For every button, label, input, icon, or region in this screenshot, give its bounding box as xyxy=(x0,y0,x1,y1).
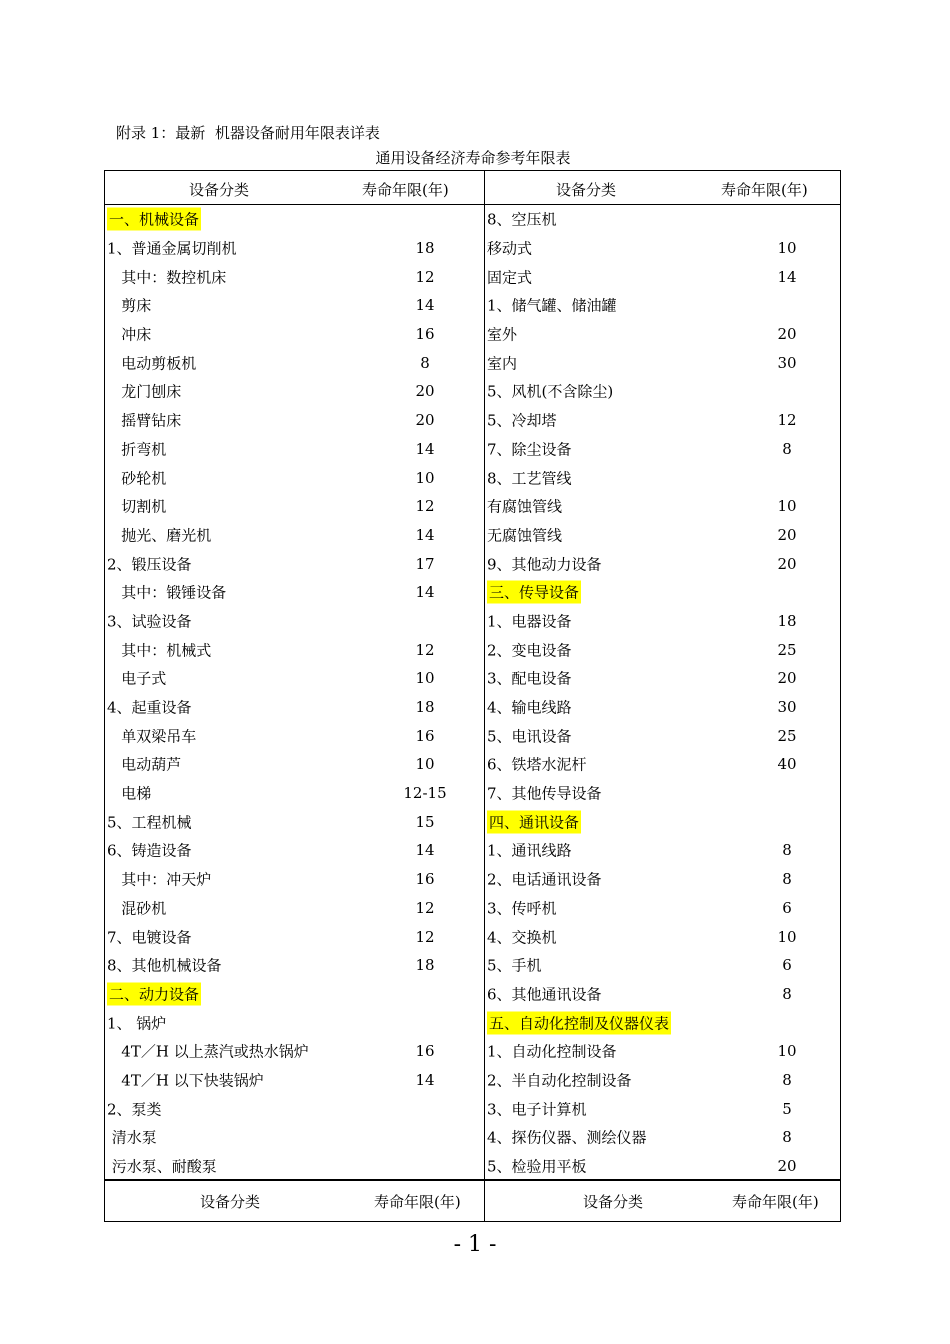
row-label: 龙门刨床 xyxy=(107,382,182,401)
row-label: 2、半自动化控制设备 xyxy=(487,1071,632,1090)
table-row xyxy=(105,836,484,865)
table-row xyxy=(485,320,841,349)
row-label: 清水泵 xyxy=(107,1128,157,1147)
row-label: 单双梁吊车 xyxy=(107,727,197,746)
table-row xyxy=(105,578,484,607)
table-row xyxy=(105,262,484,291)
table-row xyxy=(485,664,841,693)
table-row xyxy=(105,693,484,722)
row-life-value: 14 xyxy=(415,841,435,860)
row-label: 5、风机(不含除尘) xyxy=(487,382,614,401)
life-table xyxy=(104,170,841,1222)
table-row xyxy=(485,578,841,607)
table-row xyxy=(485,262,841,291)
footer-right-category: 设备分类 xyxy=(583,1193,644,1211)
table-row xyxy=(485,894,841,923)
table-row xyxy=(485,980,841,1009)
row-label: 2、变电设备 xyxy=(487,641,572,660)
row-label: 5、工程机械 xyxy=(107,813,192,832)
row-label: 4T／H 以下快装锅炉 xyxy=(107,1071,264,1090)
row-life-value: 14 xyxy=(415,296,435,315)
row-label: 电梯 xyxy=(107,784,152,803)
row-life-value: 12 xyxy=(415,927,435,946)
row-life-value: 20 xyxy=(777,525,797,544)
row-life-value: 12 xyxy=(415,497,435,516)
row-label: 1、 锅炉 xyxy=(107,1014,167,1033)
row-label: 有腐蚀管线 xyxy=(487,497,563,516)
table-row xyxy=(105,435,484,464)
row-life-value: 14 xyxy=(415,1070,435,1089)
table-row xyxy=(485,1094,841,1123)
row-label: 移动式 xyxy=(487,239,533,258)
row-label: 7、除尘设备 xyxy=(487,440,572,459)
row-life-value: 30 xyxy=(777,353,797,372)
row-life-value: 10 xyxy=(415,669,435,688)
row-life-value: 12 xyxy=(415,267,435,286)
row-life-value: 12 xyxy=(415,898,435,917)
table-row xyxy=(105,750,484,779)
document-heading: 附录 1：最新 机器设备耐用年限表详表 xyxy=(116,124,380,142)
row-life-value: 8 xyxy=(782,1070,792,1089)
row-life-value: 5 xyxy=(782,1099,792,1118)
page-number: - 1 - xyxy=(453,1232,497,1257)
header-left-category: 设备分类 xyxy=(189,181,250,199)
table-row xyxy=(105,635,484,664)
table-row xyxy=(485,435,841,464)
row-label: 2、锻压设备 xyxy=(107,555,192,574)
section-heading: 三、传导设备 xyxy=(487,581,581,604)
table-row xyxy=(105,377,484,406)
row-label: 污水泵、耐酸泵 xyxy=(107,1157,217,1176)
row-label: 切割机 xyxy=(107,497,167,516)
header-right-category: 设备分类 xyxy=(556,181,617,199)
row-label: 3、传呼机 xyxy=(487,899,557,918)
row-life-value: 10 xyxy=(777,497,797,516)
table-row xyxy=(485,234,841,263)
row-label: 1、通讯线路 xyxy=(487,841,572,860)
table-row xyxy=(485,521,841,550)
table-row xyxy=(485,951,841,980)
table-row xyxy=(485,1066,841,1095)
row-label: 5、冷却塔 xyxy=(487,411,557,430)
section-heading: 二、动力设备 xyxy=(107,982,201,1005)
table-row xyxy=(485,463,841,492)
row-life-value: 8 xyxy=(782,439,792,458)
row-label: 4、起重设备 xyxy=(107,698,192,717)
row-label: 摇臂钻床 xyxy=(107,411,182,430)
row-life-value: 10 xyxy=(777,927,797,946)
row-label: 1、电器设备 xyxy=(487,612,572,631)
table-row xyxy=(105,1123,484,1152)
row-life-value: 8 xyxy=(782,841,792,860)
row-label: 2、电话通讯设备 xyxy=(487,870,602,889)
row-life-value: 20 xyxy=(777,554,797,573)
row-life-value: 20 xyxy=(415,411,435,430)
row-label: 8、工艺管线 xyxy=(487,469,572,488)
row-life-value: 8 xyxy=(782,870,792,889)
row-life-value: 20 xyxy=(777,669,797,688)
row-life-value: 10 xyxy=(777,239,797,258)
table-row xyxy=(105,951,484,980)
row-label: 6、铸造设备 xyxy=(107,841,192,860)
row-label: 折弯机 xyxy=(107,440,167,459)
row-label: 其中：锻锤设备 xyxy=(107,583,227,602)
table-header xyxy=(105,171,840,205)
table-row xyxy=(105,320,484,349)
table-row xyxy=(105,406,484,435)
row-label: 1、普通金属切削机 xyxy=(107,239,237,258)
row-life-value: 30 xyxy=(777,698,797,717)
row-label: 无腐蚀管线 xyxy=(487,526,563,545)
row-label: 6、铁塔水泥杆 xyxy=(487,755,587,774)
table-row xyxy=(485,693,841,722)
row-label: 5、电讯设备 xyxy=(487,727,572,746)
row-life-value: 12-15 xyxy=(403,784,447,803)
table-row xyxy=(105,1094,484,1123)
section-heading: 一、机械设备 xyxy=(107,208,201,231)
table-row xyxy=(105,205,484,234)
row-life-value: 15 xyxy=(415,812,435,831)
row-label: 砂轮机 xyxy=(107,469,167,488)
table-row xyxy=(105,291,484,320)
row-label: 5、手机 xyxy=(487,956,542,975)
row-life-value: 16 xyxy=(415,1042,435,1061)
row-label: 2、泵类 xyxy=(107,1100,162,1119)
row-life-value: 25 xyxy=(777,640,797,659)
table-row xyxy=(105,463,484,492)
row-label: 9、其他动力设备 xyxy=(487,555,602,574)
table-row xyxy=(105,894,484,923)
table-row xyxy=(105,664,484,693)
row-life-value: 8 xyxy=(782,984,792,1003)
row-label: 7、其他传导设备 xyxy=(487,784,602,803)
row-label: 7、电镀设备 xyxy=(107,928,192,947)
row-life-value: 10 xyxy=(415,468,435,487)
table-row xyxy=(485,721,841,750)
section-heading: 五、自动化控制及仪器仪表 xyxy=(487,1011,671,1034)
row-life-value: 10 xyxy=(415,755,435,774)
row-label: 冲床 xyxy=(107,325,152,344)
row-life-value: 14 xyxy=(415,439,435,458)
row-label: 室内 xyxy=(487,354,518,373)
row-life-value: 20 xyxy=(777,325,797,344)
row-life-value: 17 xyxy=(415,554,435,573)
row-life-value: 6 xyxy=(782,898,792,917)
row-life-value: 20 xyxy=(415,382,435,401)
row-label: 固定式 xyxy=(487,268,533,287)
row-life-value: 12 xyxy=(777,411,797,430)
row-life-value: 14 xyxy=(415,583,435,602)
table-row xyxy=(105,865,484,894)
left-column xyxy=(105,205,484,1180)
table-title: 通用设备经济寿命参考年限表 xyxy=(375,149,571,167)
table-footer xyxy=(105,1179,840,1221)
table-row xyxy=(105,779,484,808)
row-life-value: 16 xyxy=(415,325,435,344)
table-row xyxy=(485,205,841,234)
table-row xyxy=(485,377,841,406)
table-row xyxy=(105,549,484,578)
table-row xyxy=(485,779,841,808)
table-row xyxy=(485,607,841,636)
table-row xyxy=(485,635,841,664)
row-label: 电子式 xyxy=(107,669,167,688)
row-label: 4、输电线路 xyxy=(487,698,572,717)
row-life-value: 12 xyxy=(415,640,435,659)
row-label: 其中：机械式 xyxy=(107,641,212,660)
table-row xyxy=(105,348,484,377)
footer-left-category: 设备分类 xyxy=(200,1193,261,1211)
row-label: 5、检验用平板 xyxy=(487,1157,587,1176)
table-row xyxy=(485,807,841,836)
row-label: 4、交换机 xyxy=(487,928,557,947)
table-row xyxy=(485,922,841,951)
row-label: 抛光、磨光机 xyxy=(107,526,212,545)
table-row xyxy=(105,492,484,521)
table-row xyxy=(485,1123,841,1152)
row-life-value: 8 xyxy=(782,1128,792,1147)
table-row xyxy=(105,1066,484,1095)
row-label: 1、储气罐、储油罐 xyxy=(487,296,617,315)
right-column xyxy=(485,205,841,1180)
row-life-value: 40 xyxy=(777,755,797,774)
row-label: 室外 xyxy=(487,325,518,344)
row-life-value: 10 xyxy=(777,1042,797,1061)
row-label: 4、探伤仪器、测绘仪器 xyxy=(487,1128,647,1147)
table-row xyxy=(105,521,484,550)
row-label: 混砂机 xyxy=(107,899,167,918)
table-row xyxy=(485,291,841,320)
row-life-value: 25 xyxy=(777,726,797,745)
table-row xyxy=(485,1008,841,1037)
footer-right-life: 寿命年限(年) xyxy=(732,1193,819,1211)
row-life-value: 14 xyxy=(415,525,435,544)
table-row xyxy=(105,721,484,750)
row-label: 剪床 xyxy=(107,296,152,315)
row-label: 电动剪板机 xyxy=(107,354,197,373)
table-row xyxy=(105,807,484,836)
row-label: 8、空压机 xyxy=(487,210,557,229)
row-life-value: 14 xyxy=(777,267,797,286)
table-row xyxy=(485,750,841,779)
row-label: 3、配电设备 xyxy=(487,669,572,688)
table-row xyxy=(485,1037,841,1066)
row-label: 3、电子计算机 xyxy=(487,1100,587,1119)
row-life-value: 18 xyxy=(777,611,797,630)
row-life-value: 18 xyxy=(415,956,435,975)
row-label: 电动葫芦 xyxy=(107,755,182,774)
row-life-value: 18 xyxy=(415,239,435,258)
table-row xyxy=(485,492,841,521)
table-row xyxy=(105,1037,484,1066)
table-row xyxy=(105,922,484,951)
row-life-value: 8 xyxy=(420,353,430,372)
row-label: 1、自动化控制设备 xyxy=(487,1042,617,1061)
section-heading: 四、通讯设备 xyxy=(487,810,581,833)
row-life-value: 20 xyxy=(777,1157,797,1176)
row-label: 其中：数控机床 xyxy=(107,268,227,287)
row-life-value: 16 xyxy=(415,726,435,745)
table-row xyxy=(485,549,841,578)
row-life-value: 16 xyxy=(415,870,435,889)
row-life-value: 6 xyxy=(782,956,792,975)
table-row xyxy=(105,234,484,263)
row-label: 6、其他通讯设备 xyxy=(487,985,602,1004)
table-row xyxy=(105,980,484,1009)
row-label: 8、其他机械设备 xyxy=(107,956,222,975)
row-label: 4T／H 以上蒸汽或热水锅炉 xyxy=(107,1042,309,1061)
footer-left-life: 寿命年限(年) xyxy=(374,1193,461,1211)
table-row xyxy=(485,865,841,894)
table-row xyxy=(105,607,484,636)
table-row xyxy=(485,836,841,865)
table-row xyxy=(105,1008,484,1037)
header-right-life: 寿命年限(年) xyxy=(721,181,808,199)
table-row xyxy=(485,1152,841,1181)
table-row xyxy=(105,1152,484,1181)
row-label: 3、试验设备 xyxy=(107,612,192,631)
row-label: 其中：冲天炉 xyxy=(107,870,212,889)
table-row xyxy=(485,406,841,435)
table-row xyxy=(485,348,841,377)
header-left-life: 寿命年限(年) xyxy=(362,181,449,199)
row-life-value: 18 xyxy=(415,698,435,717)
